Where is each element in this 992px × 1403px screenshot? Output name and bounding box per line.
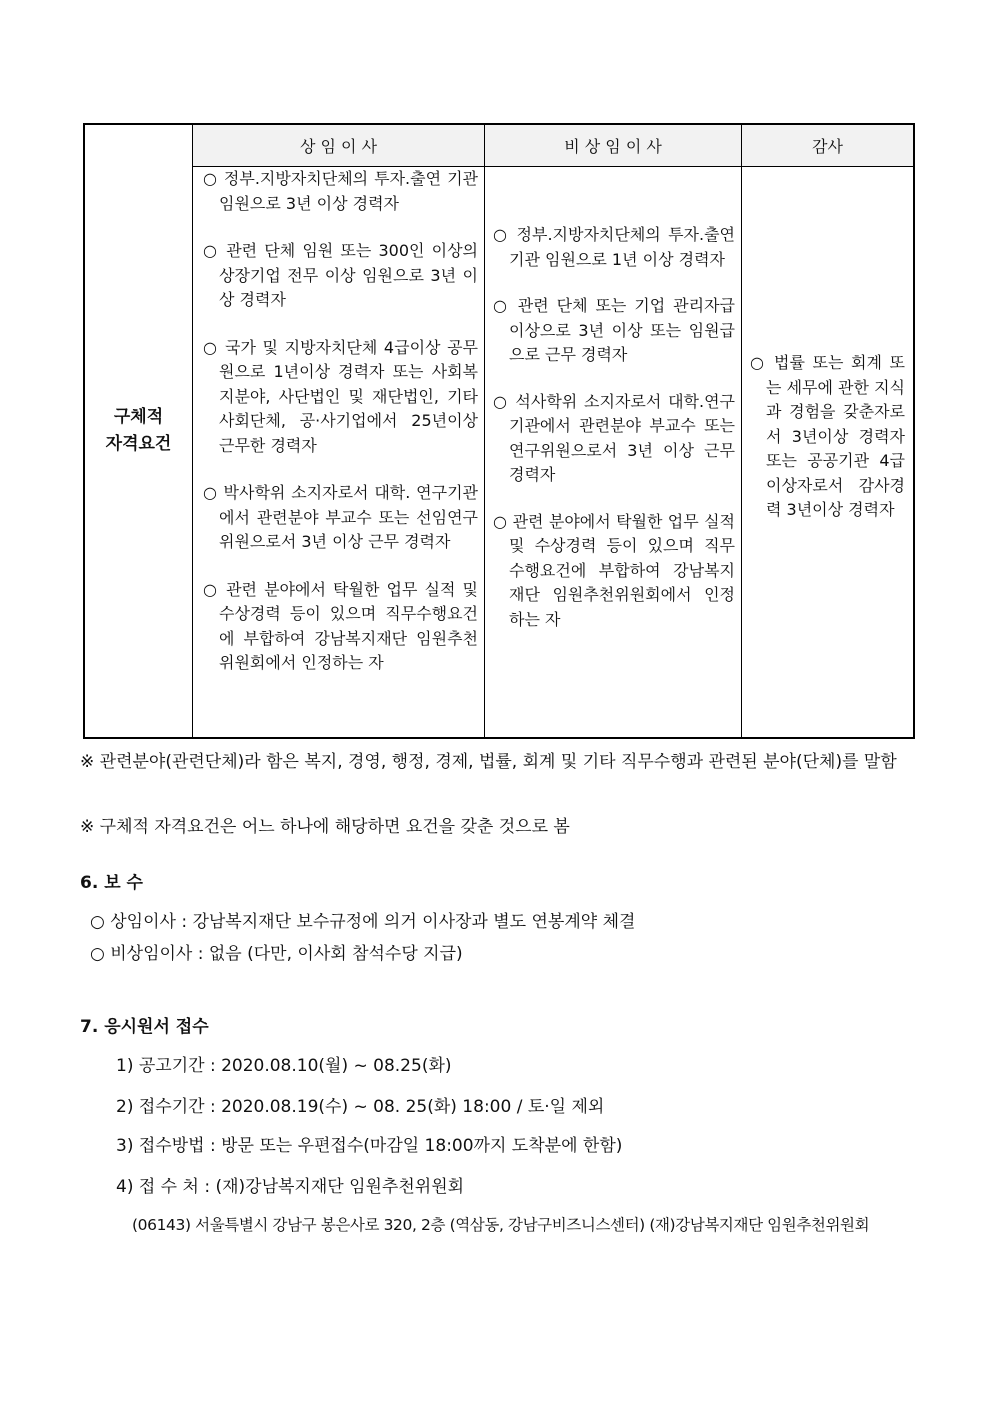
header-auditor: 감사 <box>742 125 913 167</box>
requirement-item: ○ 국가 및 지방자치단체 4급이상 공무원으로 1년이상 경력자 또는 사회복지분야, 사단법인 및 재단법인, 기타 사회단체, 공·사기업에서 25년이상 근무한 경력자 <box>203 337 478 455</box>
pay-standing-director: ○ 상임이사 : 강남복지재단 보수규정에 의거 이사장과 별도 연봉계약 체결 <box>90 912 636 932</box>
announcement-period: 1) 공고기간 : 2020.08.10(월) ~ 08.25(화) <box>116 1056 452 1076</box>
application-period: 2) 접수기간 : 2020.08.19(수) ~ 08. 25(화) 18:00 / 토·일 제외 <box>116 1097 605 1117</box>
requirement-item: ○ 정부.지방자치단체의 투자.출연 기관 임원으로 3년 이상 경력자 <box>203 169 478 213</box>
note-related-field: ※ 관련분야(관련단체)라 함은 복지, 경영, 행정, 경제, 법률, 회계 및 기타 직무수행과 관련된 분야(단체)를 말함 <box>80 752 897 772</box>
pay-non-standing-director: ○ 비상임이사 : 없음 (다만, 이사회 참석수당 지급) <box>90 944 463 964</box>
qualification-table <box>83 123 915 739</box>
requirement-item: ○ 정부.지방자치단체의 투자.출연 기관 임원으로 1년 이상 경력자 <box>493 225 735 269</box>
requirement-item: ○ 법률 또는 회계 또는 세무에 관한 지식과 경험을 갖춘자로서 3년이상 경력자 또는 공공기관 4급이상자로서 감사경력 3년이상 경력자 <box>750 353 905 520</box>
standing-director-requirements <box>193 167 485 737</box>
row-label-text: 구체적 자격요건 <box>105 407 172 454</box>
requirement-item: ○ 관련 분야에서 탁월한 업무 실적 및 수상경력 등이 있으며 직무수행요건에 부합하여 강남복지재단 임원추천위원회에서 인정하는 자 <box>203 579 478 672</box>
header-standing-director: 상 임 이 사 <box>193 125 485 167</box>
section-6-title: 6. 보 수 <box>80 873 143 893</box>
requirement-item: ○ 관련 단체 또는 기업 관리자급 이상으로 3년 이상 또는 임원급으로 근무 경력자 <box>493 296 735 364</box>
header-non-standing-director: 비 상 임 이 사 <box>485 125 742 167</box>
requirement-item: ○ 관련 단체 임원 또는 300인 이상의 상장기업 전무 이상 임원으로 3년 이상 경력자 <box>203 241 478 309</box>
non-standing-director-requirements <box>485 167 742 737</box>
section-7-title: 7. 응시원서 접수 <box>80 1017 209 1037</box>
application-place: 4) 접 수 처 : (재)강남복지재단 임원추천위원회 <box>116 1177 465 1197</box>
requirement-item: ○ 박사학위 소지자로서 대학. 연구기관에서 관련분야 부교수 또는 선임연구위원으로서 3년 이상 근무 경력자 <box>203 483 478 551</box>
row-label-specific-requirements <box>85 125 193 737</box>
note-requirement-rule: ※ 구체적 자격요건은 어느 하나에 해당하면 요건을 갖춘 것으로 봄 <box>80 817 570 837</box>
requirement-item: ○ 관련 분야에서 탁월한 업무 실적 및 수상경력 등이 있으며 직무 수행요건에 부합하여 강남복지재단 임원추천위원회에서 인정하는 자 <box>493 511 735 629</box>
auditor-requirements <box>742 167 913 737</box>
application-method: 3) 접수방법 : 방문 또는 우편접수(마감일 18:00까지 도착분에 한함) <box>116 1136 623 1156</box>
application-address: (06143) 서울특별시 강남구 봉은사로 320, 2층 (역삼동, 강남구비즈니스센터) (재)강남복지재단 임원추천위원회 <box>132 1216 870 1234</box>
requirement-item: ○ 석사학위 소지자로서 대학.연구기관에서 관련분야 부교수 또는 연구위원으로서 3년 이상 근무 경력자 <box>493 391 735 484</box>
